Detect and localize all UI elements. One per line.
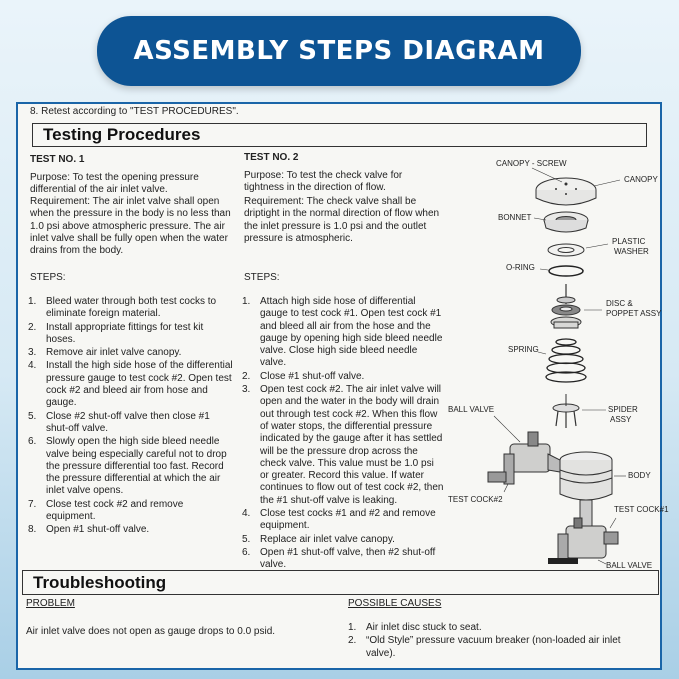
list-item-number: 5. (242, 533, 251, 545)
list-item-number: 1. (348, 622, 357, 633)
test1-heading: TEST NO. 1 (30, 154, 85, 165)
list-item-text: “Old Style” pressure vacuum breaker (non-loaded air inlet valve). (366, 635, 621, 659)
test1-requirement: Requirement: The air inlet valve shall open when the pressure in the body is no less than 1.0 psi above atmospheric pressure. The air inlet valve shall be fully open when the water drains from the body. (30, 196, 231, 257)
testing-procedures-title: Testing Procedures (32, 123, 647, 147)
list-item (28, 296, 234, 321)
document-sheet (16, 102, 669, 670)
label-spring: SPRING (508, 345, 539, 354)
title-banner (97, 16, 581, 86)
label-canopy: CANOPY (624, 175, 658, 184)
list-item-text: Air inlet disc stuck to seat. (366, 622, 482, 633)
spider-part (553, 394, 579, 428)
label-disc-poppet-2: POPPET ASSY (606, 309, 662, 318)
list-item-number: 7. (28, 498, 37, 510)
list-item (28, 436, 234, 497)
list-item (242, 371, 444, 383)
disc-poppet-part (551, 284, 581, 328)
list-item (242, 296, 444, 370)
list-item-number: 4. (242, 508, 251, 520)
list-item (242, 508, 444, 533)
list-item (348, 635, 648, 660)
list-item (242, 547, 444, 572)
possible-causes-list (348, 622, 648, 661)
possible-causes-header: POSSIBLE CAUSES (348, 598, 442, 609)
list-item-text: Bleed water through both test cocks to eliminate foreign material. (46, 296, 217, 320)
list-item (348, 622, 648, 634)
list-item-text: Slowly open the high side bleed needle valve being especially careful not to drop the pressure differential too fast. Record the pressure differential at which the air inlet valve opens. (46, 436, 227, 497)
test2-steps-list (242, 296, 444, 573)
list-item-number: 2. (242, 370, 251, 382)
plastic-washer-part (548, 244, 584, 256)
list-item-text: Install appropriate fittings for test kit hoses. (46, 321, 204, 345)
list-item-number: 6. (242, 546, 251, 558)
canopy-part (536, 178, 596, 205)
retest-line: 8. Retest according to "TEST PROCEDURES". (30, 106, 239, 117)
list-item-text: Install the high side hose of the differential pressure gauge to test cock #2. Open test cock #2 and bleed air from hose and gauge. (46, 360, 233, 409)
list-item-text: Remove air inlet valve canopy. (46, 347, 182, 359)
list-item-text: Attach high side hose of differential gauge to test cock #1. Open test cock #1 and bleed all air from the hose and the gauge by opening high side bleed needle valve. Close high side bleed needle valve. (260, 296, 443, 369)
list-item-number: 3. (28, 347, 37, 359)
label-canopy-screw: CANOPY - SCREW (496, 159, 567, 168)
list-item-number: 1. (242, 296, 251, 307)
list-item-text: Close #2 shut-off valve then close #1 shut-off valve. (46, 410, 210, 434)
list-item-number: 5. (28, 410, 37, 422)
list-item (242, 384, 444, 507)
list-item (28, 524, 234, 536)
list-item (28, 499, 234, 524)
ball-valve-upper-part (488, 432, 560, 484)
label-o-ring: O-RING (506, 263, 535, 272)
label-plastic-washer-1: PLASTIC (612, 237, 646, 246)
list-item-number: 2. (28, 321, 37, 333)
troubleshooting-title: Troubleshooting (22, 570, 659, 595)
list-item-text: Close test cock #2 and remove equipment. (46, 498, 184, 523)
list-item-number: 3. (242, 384, 251, 396)
label-spider-2: ASSY (610, 415, 632, 424)
label-disc-poppet-1: DISC & (606, 299, 633, 308)
list-item-number: 4. (28, 360, 37, 372)
exploded-assembly-diagram (448, 154, 669, 570)
label-ball-valve-bottom: BALL VALVE (606, 561, 653, 570)
list-item-text: Open test cock #2. The air inlet valve will open and the water in the body will drain out through test cock #2. When this flow of water stops, the differential pressure indicated by the gauge after it has settled will be the pressure drop across the check valve. This value must be 1.0 psi or greater. Record this value. If water continues to flow out of test cock #2, then the #1 shut-off valve is leaking. (260, 384, 444, 506)
test1-purpose: Purpose: To test the opening pressure differential of the air inlet valve. (30, 172, 199, 196)
problem-text: Air inlet valve does not open as gauge drops to 0.0 psid. (26, 626, 276, 637)
list-item-number: 2. (348, 635, 357, 647)
label-plastic-washer-2: WASHER (614, 247, 649, 256)
label-test-cock-2: TEST COCK#2 (448, 495, 503, 504)
list-item-number: 8. (28, 524, 37, 536)
label-bonnet: BONNET (498, 213, 532, 222)
list-item-number: 1. (28, 296, 37, 307)
problem-header: PROBLEM (26, 598, 75, 609)
label-body: BODY (628, 471, 651, 480)
list-item (28, 347, 234, 359)
list-item (28, 411, 234, 436)
label-spider-1: SPIDER (608, 405, 638, 414)
banner-title: ASSEMBLY STEPS DIAGRAM (133, 36, 545, 66)
list-item-number: 6. (28, 436, 37, 448)
label-ball-valve-top: BALL VALVE (448, 405, 495, 414)
list-item-text: Replace air inlet valve canopy. (260, 533, 395, 545)
test2-heading: TEST NO. 2 (244, 152, 299, 163)
list-item-text: Close test cocks #1 and #2 and remove equipment. (260, 508, 436, 532)
body-part (560, 452, 612, 530)
test2-steps-label: STEPS: (244, 272, 280, 283)
bonnet-part (544, 212, 588, 232)
list-item-text: Close #1 shut-off valve. (260, 370, 365, 382)
list-item-text: Open #1 shut-off valve, then #2 shut-off valve. (260, 546, 436, 571)
label-test-cock-1: TEST COCK#1 (614, 505, 669, 514)
test1-steps-label: STEPS: (30, 272, 66, 283)
o-ring-part (549, 266, 583, 276)
list-item-text: Open #1 shut-off valve. (46, 524, 150, 536)
list-item (28, 322, 234, 347)
list-item (28, 360, 234, 409)
test1-steps-list (28, 296, 234, 538)
test2-requirement: Requirement: The check valve shall be driptight in the normal direction of flow when the inlet pressure is 1.0 psi and the outlet pressure is atmospheric. (244, 196, 440, 244)
spring-part (546, 339, 586, 382)
test2-purpose: Purpose: To test the check valve for tightness in the direction of flow. (244, 170, 403, 194)
list-item (242, 534, 444, 546)
